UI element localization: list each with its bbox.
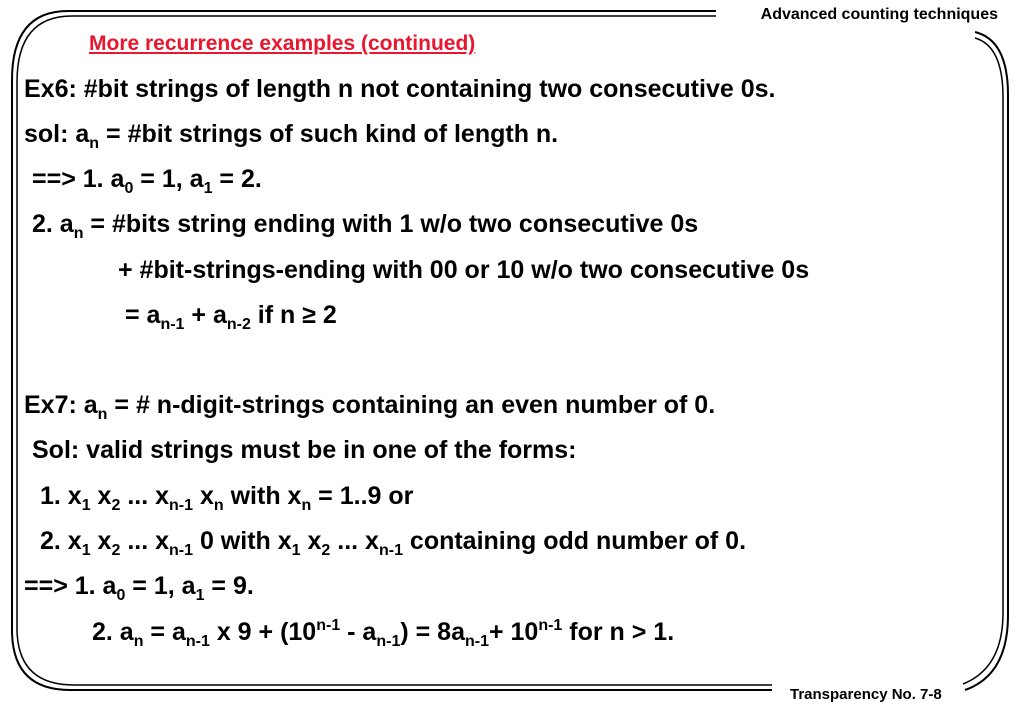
line-ex6-base <box>32 164 262 197</box>
subscript: n-1 <box>376 633 401 650</box>
line-ex6 <box>24 74 775 104</box>
line-ex7-base <box>24 571 254 604</box>
line-ex7-recurrence <box>92 617 675 650</box>
text-segment: Ex7: a <box>24 391 98 419</box>
text-segment: = 9. <box>204 572 254 600</box>
text-segment: if n ≥ 2 <box>250 301 337 329</box>
text-segment: Sol: valid strings must be in one of the forms: <box>32 436 577 464</box>
text-segment: ... x <box>120 527 170 555</box>
text-segment: x <box>300 527 322 555</box>
line-form1 <box>40 481 414 514</box>
text-segment: = 1, a <box>133 165 204 193</box>
subscript: n <box>73 225 84 242</box>
subscript: n <box>97 406 108 423</box>
text-segment: = #bit strings of such kind of length n. <box>99 120 559 148</box>
line-sol7 <box>32 435 577 465</box>
text-segment: x <box>90 527 112 555</box>
subscript: n-1 <box>378 542 403 559</box>
text-segment: containing odd number of 0. <box>402 527 747 555</box>
text-segment: with x <box>223 482 302 510</box>
subscript: n-1 <box>185 633 210 650</box>
superscript: n-1 <box>316 617 341 634</box>
subscript: n <box>301 497 312 514</box>
text-segment: ==> 1. a <box>32 165 125 193</box>
text-segment: ... x <box>120 482 170 510</box>
text-segment: = 2. <box>212 165 262 193</box>
slide-title: More recurrence examples (continued) <box>89 32 476 55</box>
text-segment: - a <box>340 618 377 646</box>
subscript: 1 <box>195 587 205 604</box>
subscript: n-1 <box>169 497 194 514</box>
subscript: n <box>133 633 144 650</box>
text-segment: for n > 1. <box>562 618 675 646</box>
text-segment: sol: a <box>24 120 90 148</box>
subscript: n-1 <box>464 633 489 650</box>
line-ex6-recurrence <box>125 300 337 333</box>
text-segment: 2. x <box>40 527 82 555</box>
text-segment: 2. a <box>92 618 134 646</box>
line-form2 <box>40 526 747 559</box>
text-segment: + #bit-strings-ending with 00 or 10 w/o two consecutive 0s <box>118 256 810 284</box>
text-segment: 1. x <box>40 482 82 510</box>
text-segment: 2. a <box>32 210 74 238</box>
subscript: 2 <box>111 497 121 514</box>
subscript: 1 <box>291 542 301 559</box>
subscript: 0 <box>116 587 126 604</box>
subscript: 2 <box>321 542 331 559</box>
line-ex6-step2-cont <box>118 255 809 285</box>
subscript: 2 <box>111 542 121 559</box>
line-ex7 <box>24 390 716 423</box>
superscript: n-1 <box>538 617 563 634</box>
text-segment: Ex6: #bit strings of length n not containing two consecutive 0s. <box>24 75 776 103</box>
subscript: 1 <box>203 180 213 197</box>
text-segment: ) = 8a <box>400 618 465 646</box>
text-segment: 0 with x <box>193 527 292 555</box>
subscript: 1 <box>81 497 91 514</box>
text-segment: = # n-digit-strings containing an even number of 0. <box>107 391 716 419</box>
line-sol6 <box>24 119 559 152</box>
text-segment: x <box>193 482 214 510</box>
subscript: n <box>213 497 224 514</box>
subscript: n-2 <box>226 316 251 333</box>
text-segment: x 9 + (10 <box>209 618 317 646</box>
text-segment: = a <box>143 618 186 646</box>
text-segment: = a <box>125 301 161 329</box>
subscript: n <box>89 135 100 152</box>
text-segment: + 10 <box>488 618 539 646</box>
text-segment: + a <box>184 301 227 329</box>
footer-transparency: Transparency No. 7-8 <box>786 686 946 703</box>
course-title: Advanced counting techniques <box>760 6 998 23</box>
text-segment: ... x <box>330 527 379 555</box>
subscript: n-1 <box>160 316 185 333</box>
subscript: 1 <box>81 542 91 559</box>
subscript: n-1 <box>169 542 194 559</box>
text-segment: = 1..9 or <box>311 482 414 510</box>
subscript: 0 <box>124 180 134 197</box>
text-segment: = 1, a <box>125 572 196 600</box>
text-segment: ==> 1. a <box>24 572 117 600</box>
text-segment: x <box>90 482 112 510</box>
line-ex6-step2 <box>32 209 699 242</box>
text-segment: = #bits string ending with 1 w/o two consecutive 0s <box>83 210 699 238</box>
